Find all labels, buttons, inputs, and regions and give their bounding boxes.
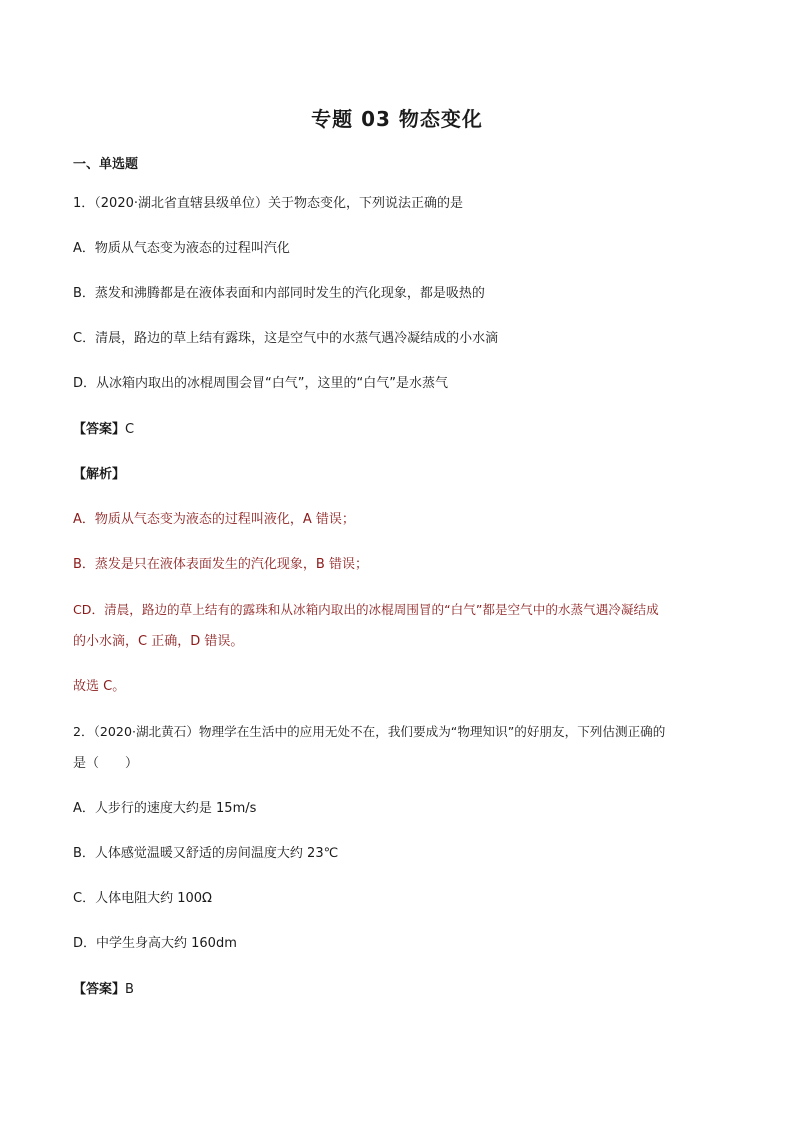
question-2-option-d: D．中学生身高大约 160dm [73, 936, 237, 951]
answer-label: 【答案】 [73, 422, 126, 437]
question-2-option-b: B．人体感觉温暖又舒适的房间温度大约 23℃ [73, 846, 339, 861]
question-1-option-c: C．清晨，路边的草上结有露珠，这是空气中的水蒸气遇冷凝结成的小水滴 [73, 331, 499, 346]
question-1-analysis-label: 【解析】 [73, 467, 126, 482]
page-title: 专题 03 物态变化 [311, 107, 483, 131]
question-2-option-a: A．人步行的速度大约是 15m/s [73, 801, 257, 816]
question-2-stem: 2．（2020·湖北黄石）物理学在生活中的应用无处不在，我们要成为“物理知识”的好朋友，下列估测正确的 [73, 724, 666, 739]
question-2-answer [73, 981, 733, 999]
question-1-stem: 1．（2020·湖北省直辖县级单位）关于物态变化，下列说法正确的是 [73, 196, 463, 211]
question-1-conclusion: 故选 C。 [73, 679, 126, 694]
question-2-option-c: C．人体电阻大约 100Ω [73, 891, 212, 906]
answer-value: B [125, 982, 134, 997]
analysis-line-a: A．物质从气态变为液态的过程叫液化，A 错误； [73, 512, 355, 527]
question-1-option-a: A．物质从气态变为液态的过程叫汽化 [73, 241, 290, 256]
analysis-line-cd: CD．清晨，路边的草上结有的露珠和从冰箱内取出的冰棍周围冒的“白气”都是空气中的水蒸气遇冷凝结成 [73, 602, 659, 617]
answer-value: C [125, 422, 135, 437]
question-1-option-b: B．蒸发和沸腾都是在液体表面和内部同时发生的汽化现象，都是吸热的 [73, 286, 485, 301]
section-heading: 一、单选题 [73, 157, 139, 172]
answer-label: 【答案】 [73, 982, 126, 997]
question-1-answer [73, 421, 733, 439]
question-1-option-d: D．从冰箱内取出的冰棍周围会冒“白气”，这里的“白气”是水蒸气 [73, 376, 448, 391]
question-2-stem-cont: 是（ ） [73, 756, 139, 771]
analysis-line-cd-cont: 的小水滴，C 正确，D 错误。 [73, 634, 244, 649]
analysis-line-b: B．蒸发是只在液体表面发生的汽化现象，B 错误； [73, 557, 368, 572]
